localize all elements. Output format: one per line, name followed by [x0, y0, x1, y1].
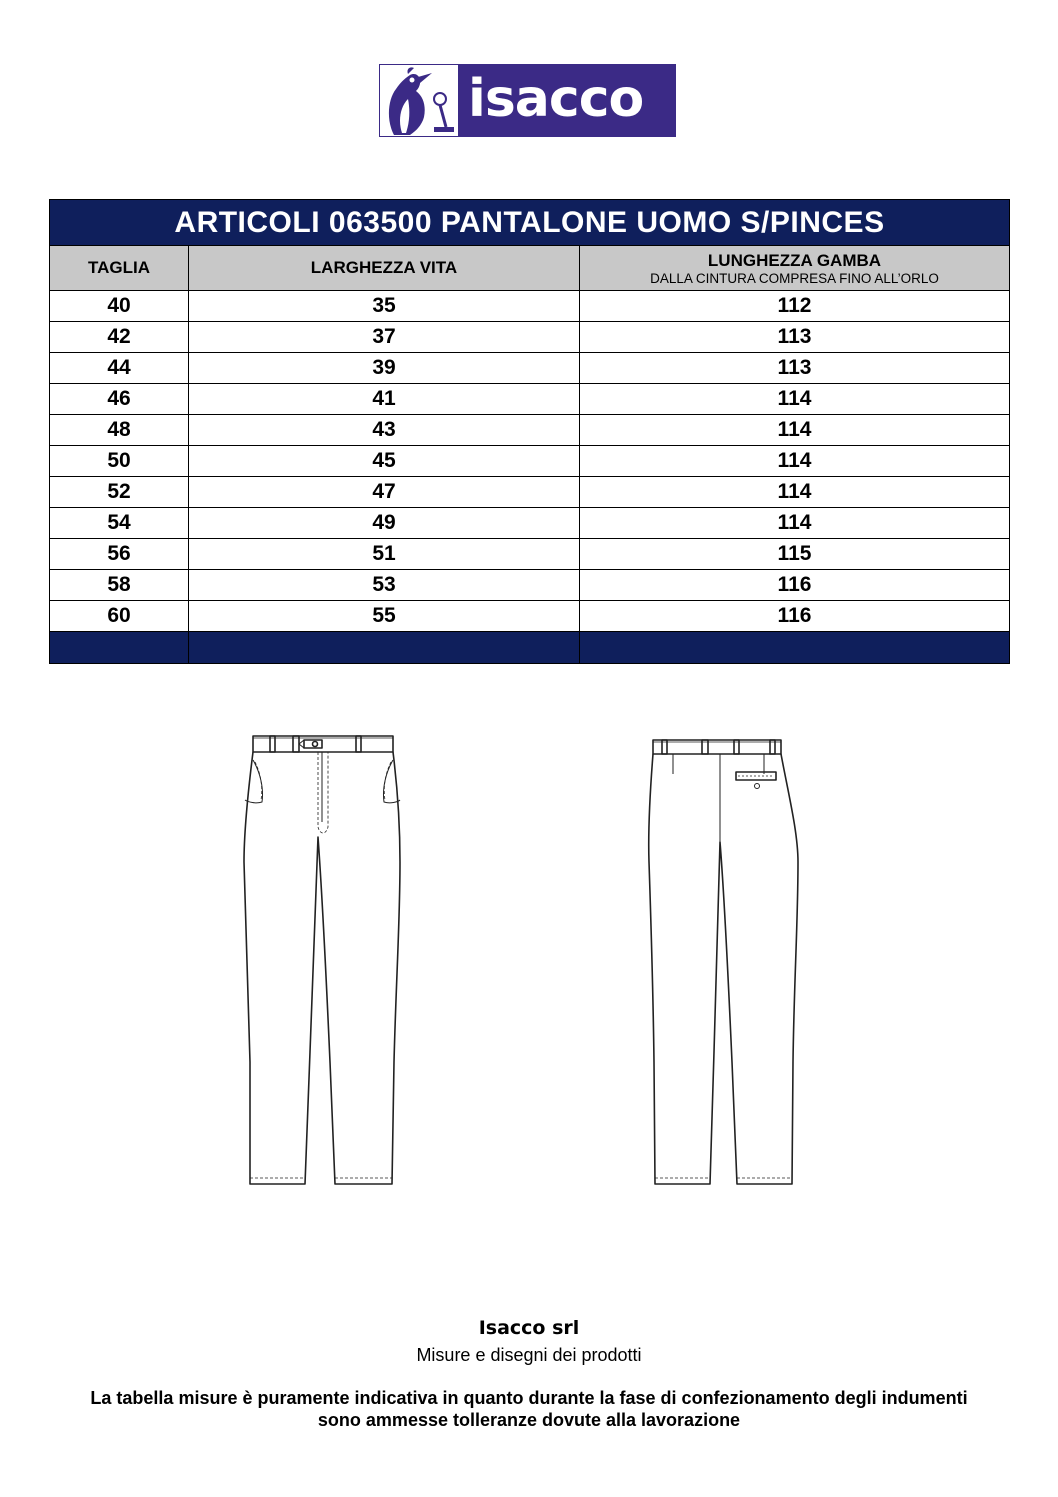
disclaimer: [0, 1387, 1058, 1431]
cell-leg: 113: [580, 322, 1010, 353]
cell-leg: 113: [580, 353, 1010, 384]
cell-size: 42: [50, 322, 189, 353]
cell-waist: 53: [189, 570, 580, 601]
cell-waist: 35: [189, 291, 580, 322]
woodpecker-logo-icon: [380, 65, 458, 136]
trousers-back-icon: [640, 732, 810, 1192]
cell-leg: 114: [580, 384, 1010, 415]
table-row: [50, 446, 1010, 477]
cell-waist: 41: [189, 384, 580, 415]
header-size-label: TAGLIA: [87, 258, 150, 277]
cell-leg: 116: [580, 601, 1010, 632]
table-row: [50, 601, 1010, 632]
cell-waist: 49: [189, 508, 580, 539]
cell-waist: 51: [189, 539, 580, 570]
cell-size: 52: [50, 477, 189, 508]
cell-leg: 112: [580, 291, 1010, 322]
footer-cell: [50, 632, 189, 664]
cell-waist: 43: [189, 415, 580, 446]
cell-leg: 114: [580, 446, 1010, 477]
disclaimer-line-2: sono ammesse tolleranze dovute alla lavorazione: [317, 1410, 741, 1430]
cell-size: 56: [50, 539, 189, 570]
table-header-row: [50, 246, 1010, 291]
table-title: ARTICOLI 063500 PANTALONE UOMO S/PINCES: [50, 200, 1010, 246]
cell-size: 50: [50, 446, 189, 477]
cell-waist: 37: [189, 322, 580, 353]
cell-size: 60: [50, 601, 189, 632]
company-name: Isacco srl: [478, 1317, 580, 1339]
table-row: [50, 508, 1010, 539]
header-size: [50, 246, 189, 291]
table-row: [50, 415, 1010, 446]
table-row: [50, 384, 1010, 415]
brand-logo: [379, 64, 676, 137]
cell-size: 54: [50, 508, 189, 539]
footer-cell: [189, 632, 580, 664]
cell-size: 58: [50, 570, 189, 601]
table-row: [50, 539, 1010, 570]
table-row: [50, 570, 1010, 601]
cell-waist: 55: [189, 601, 580, 632]
cell-size: 44: [50, 353, 189, 384]
cell-waist: 39: [189, 353, 580, 384]
header-waist-label: LARGHEZZA VITA: [310, 258, 458, 277]
cell-leg: 114: [580, 415, 1010, 446]
cell-leg: 114: [580, 477, 1010, 508]
trousers-front-icon: [240, 732, 410, 1192]
cell-size: 48: [50, 415, 189, 446]
table-footer-row: [50, 632, 1010, 664]
table-row: [50, 322, 1010, 353]
table-row: [50, 353, 1010, 384]
disclaimer-line-1: La tabella misure è puramente indicativa in quanto durante la fase di confezionamento degli indumenti: [90, 1388, 968, 1408]
header-leg: [580, 246, 1010, 291]
cell-leg: 116: [580, 570, 1010, 601]
table-row: [50, 477, 1010, 508]
cell-waist: 45: [189, 446, 580, 477]
cell-size: 46: [50, 384, 189, 415]
cell-leg: 115: [580, 539, 1010, 570]
header-leg-note: DALLA CINTURA COMPRESA FINO ALL’ORLO: [650, 270, 939, 286]
document-subtitle: Misure e disegni dei prodotti: [416, 1345, 642, 1365]
size-table: [49, 199, 1010, 664]
cell-leg: 114: [580, 508, 1010, 539]
cell-waist: 47: [189, 477, 580, 508]
table-row: [50, 291, 1010, 322]
header-leg-label: LUNGHEZZA GAMBA: [707, 250, 882, 270]
logo-wordmark: isacco: [468, 69, 644, 129]
table-title-row: [50, 200, 1010, 246]
cell-size: 40: [50, 291, 189, 322]
footer-cell: [580, 632, 1010, 664]
header-waist: [189, 246, 580, 291]
